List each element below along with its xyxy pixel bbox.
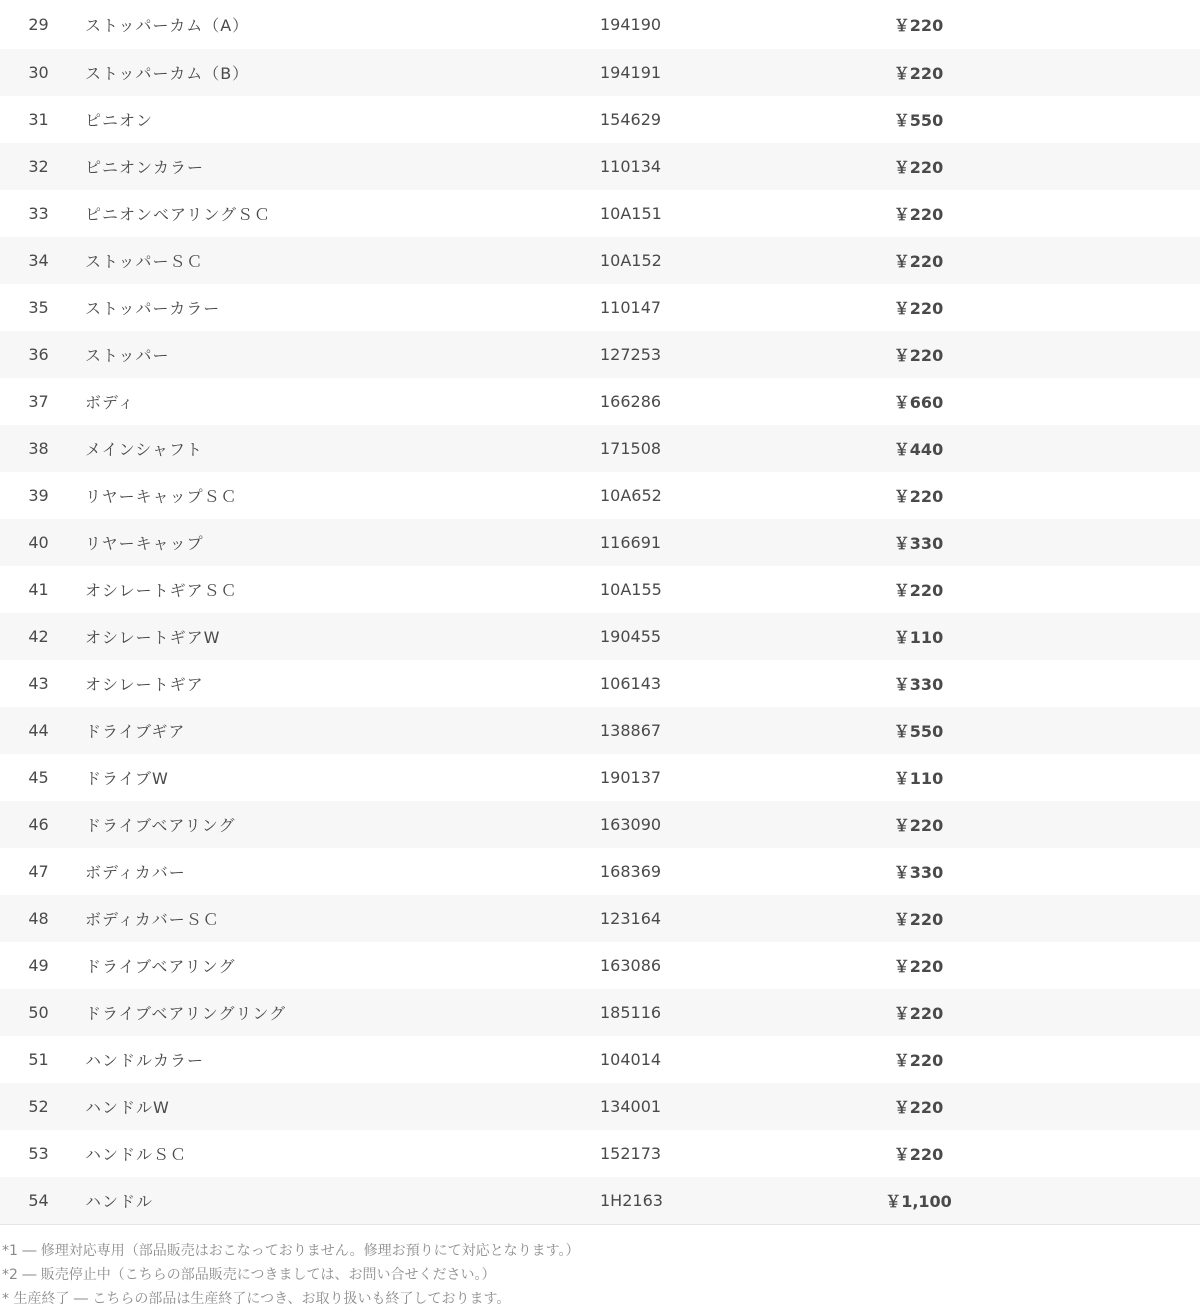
part-price-cell: ￥1,100 <box>840 1177 997 1224</box>
table-row <box>0 848 1200 895</box>
part-name-cell: ストッパーＳＣ <box>85 252 204 271</box>
part-price-cell: ￥550 <box>893 111 944 130</box>
part-number-cell: 53 <box>28 1144 49 1163</box>
part-number-cell: 30 <box>28 63 49 82</box>
table-row <box>0 378 1200 425</box>
part-name-cell: ストッパーカム（A） <box>85 16 250 35</box>
part-name-cell: ストッパー <box>85 346 170 365</box>
table-row <box>0 1036 1200 1083</box>
spacer-cell <box>997 49 1200 96</box>
part-name-cell: ボディカバーＳＣ <box>85 910 220 929</box>
part-name-cell: ハンドルW <box>85 1098 170 1117</box>
part-price-cell: ￥330 <box>893 675 944 694</box>
table-row <box>0 660 1200 707</box>
part-number-cell: 42 <box>28 627 49 646</box>
part-name-cell: ドライブW <box>85 769 169 788</box>
table-row <box>0 190 1200 237</box>
part-code-cell: 10A652 <box>600 486 662 505</box>
part-code-cell: 104014 <box>600 1050 662 1069</box>
part-name-cell: リヤーキャップ <box>85 534 204 553</box>
spacer-cell <box>997 96 1200 143</box>
table-row <box>0 1130 1200 1177</box>
footnotes <box>0 1225 1200 1311</box>
part-code-cell: 110134 <box>600 157 662 176</box>
spacer-cell <box>997 1083 1200 1130</box>
part-price-cell: ￥220 <box>893 816 944 835</box>
spacer-cell <box>997 425 1200 472</box>
part-price-cell: ￥220 <box>893 16 944 35</box>
spacer-cell <box>997 942 1200 989</box>
part-price-cell: ￥220 <box>893 252 944 271</box>
part-number-cell: 38 <box>28 439 49 458</box>
part-number-cell: 39 <box>28 486 49 505</box>
spacer-cell <box>997 237 1200 284</box>
part-name-cell: オシレートギア <box>85 675 204 694</box>
part-name-cell: ピニオン <box>85 111 154 130</box>
part-number-cell: 44 <box>28 721 49 740</box>
part-number-cell: 34 <box>28 251 49 270</box>
spacer-cell <box>997 1130 1200 1177</box>
table-row <box>0 942 1200 989</box>
part-name-cell: ドライブベアリングリング <box>85 1004 287 1023</box>
part-code-cell: 185116 <box>600 1003 662 1022</box>
part-price-cell: ￥330 <box>893 534 944 553</box>
part-name-cell: リヤーキャップＳＣ <box>85 487 238 506</box>
part-number-cell: 50 <box>28 1003 49 1022</box>
part-price-cell: ￥220 <box>893 205 944 224</box>
part-name-cell: ストッパーカラー <box>85 299 221 318</box>
part-number-cell: 29 <box>28 15 49 34</box>
table-row <box>0 143 1200 190</box>
table-row <box>0 613 1200 660</box>
part-name-cell: ボディカバー <box>85 863 186 882</box>
spacer-cell <box>997 284 1200 331</box>
part-price-cell: ￥110 <box>893 769 944 788</box>
part-code-cell: 152173 <box>600 1144 662 1163</box>
part-number-cell: 49 <box>28 956 49 975</box>
part-code-cell: 1H2163 <box>600 1177 840 1224</box>
part-name-cell: オシレートギアＳＣ <box>85 581 238 600</box>
part-number-cell: 52 <box>28 1097 49 1116</box>
table-row <box>0 425 1200 472</box>
part-number-cell: 54 <box>0 1177 77 1224</box>
part-number-cell: 36 <box>28 345 49 364</box>
table-row <box>0 284 1200 331</box>
spacer-cell <box>997 331 1200 378</box>
spacer-cell <box>997 754 1200 801</box>
part-name-cell: ドライブベアリング <box>85 957 236 976</box>
table-row <box>0 754 1200 801</box>
spacer-cell <box>997 190 1200 237</box>
footnote: * 生産終了 ― こちらの部品は生産終了につき、お取り扱いも終了しております。 <box>2 1290 511 1307</box>
part-number-cell: 37 <box>28 392 49 411</box>
part-price-cell: ￥220 <box>893 487 944 506</box>
part-code-cell: 163090 <box>600 815 662 834</box>
part-number-cell: 48 <box>28 909 49 928</box>
part-code-cell: 127253 <box>600 345 662 364</box>
spacer-cell <box>997 143 1200 190</box>
table-row <box>0 895 1200 942</box>
spacer-cell <box>997 989 1200 1036</box>
spacer-cell <box>997 660 1200 707</box>
part-name-cell: ハンドルＳＣ <box>85 1145 188 1164</box>
part-code-cell: 116691 <box>600 533 662 552</box>
part-code-cell: 163086 <box>600 956 662 975</box>
table-row <box>0 331 1200 378</box>
part-name-cell: ピニオンカラー <box>85 158 205 177</box>
table-row <box>0 707 1200 754</box>
part-price-cell: ￥220 <box>893 1098 944 1117</box>
part-number-cell: 31 <box>28 110 49 129</box>
part-price-cell: ￥220 <box>893 64 944 83</box>
part-code-cell: 106143 <box>600 674 662 693</box>
part-price-cell: ￥440 <box>893 440 944 459</box>
part-code-cell: 110147 <box>600 298 662 317</box>
part-price-cell: ￥220 <box>893 158 944 177</box>
part-price-cell: ￥220 <box>893 1145 944 1164</box>
spacer-cell <box>997 1177 1200 1224</box>
part-number-cell: 47 <box>28 862 49 881</box>
part-price-cell: ￥220 <box>893 1051 944 1070</box>
part-code-cell: 123164 <box>600 909 662 928</box>
table-row <box>0 989 1200 1036</box>
spacer-cell <box>997 801 1200 848</box>
part-code-cell: 134001 <box>600 1097 662 1116</box>
part-code-cell: 10A151 <box>600 204 662 223</box>
part-name-cell: メインシャフト <box>85 440 203 459</box>
part-number-cell: 35 <box>28 298 49 317</box>
part-number-cell: 43 <box>28 674 49 693</box>
part-code-cell: 10A155 <box>600 580 662 599</box>
part-price-cell: ￥220 <box>893 346 944 365</box>
table-row <box>0 472 1200 519</box>
part-number-cell: 51 <box>28 1050 49 1069</box>
table-row <box>0 0 1200 49</box>
part-code-cell: 194191 <box>600 63 662 82</box>
spacer-cell <box>997 566 1200 613</box>
part-price-cell: ￥220 <box>893 581 944 600</box>
part-name-cell: ピニオンベアリングＳＣ <box>85 205 272 224</box>
part-price-cell: ￥550 <box>893 722 944 741</box>
part-code-cell: 190455 <box>600 627 662 646</box>
spacer-cell <box>997 1036 1200 1083</box>
part-code-cell: 190137 <box>600 768 662 787</box>
table-row <box>0 237 1200 284</box>
table-row <box>0 801 1200 848</box>
spacer-cell <box>997 895 1200 942</box>
part-price-cell: ￥220 <box>893 299 944 318</box>
part-code-cell: 166286 <box>600 392 662 411</box>
part-number-cell: 45 <box>28 768 49 787</box>
part-name-cell: ボディ <box>85 393 135 412</box>
part-number-cell: 32 <box>28 157 49 176</box>
part-code-cell: 168369 <box>600 862 662 881</box>
part-name-cell: ドライブベアリング <box>85 816 236 835</box>
table-row <box>0 1083 1200 1130</box>
spacer-cell <box>997 472 1200 519</box>
spacer-cell <box>997 0 1200 49</box>
part-code-cell: 154629 <box>600 110 662 129</box>
spacer-cell <box>997 613 1200 660</box>
part-name-cell: ストッパーカム（B） <box>85 64 250 83</box>
part-name-cell: ドライブギア <box>85 722 186 741</box>
footnote: *1 ― 修理対応専用（部品販売はおこなっておりません。修理お預りにて対応となります。） <box>2 1242 580 1259</box>
part-number-cell: 33 <box>28 204 49 223</box>
spacer-cell <box>997 519 1200 566</box>
part-price-cell: ￥330 <box>893 863 944 882</box>
part-price-cell: ￥660 <box>893 393 944 412</box>
table-row <box>0 96 1200 143</box>
part-code-cell: 10A152 <box>600 251 662 270</box>
footnote: *2 ― 販売停止中（こちらの部品販売につきましては、お問い合せください。） <box>2 1266 496 1283</box>
part-price-cell: ￥220 <box>893 910 944 929</box>
table-row <box>0 49 1200 96</box>
part-name-cell: ハンドルカラー <box>85 1051 205 1070</box>
part-number-cell: 40 <box>28 533 49 552</box>
part-name-cell: オシレートギアW <box>85 628 221 647</box>
part-code-cell: 171508 <box>600 439 662 458</box>
part-number-cell: 46 <box>28 815 49 834</box>
table-row <box>0 1177 1200 1224</box>
part-code-cell: 138867 <box>600 721 662 740</box>
part-price-cell: ￥220 <box>893 1004 944 1023</box>
table-row <box>0 566 1200 613</box>
part-code-cell: 194190 <box>600 15 662 34</box>
part-price-cell: ￥220 <box>893 957 944 976</box>
part-name-cell: ハンドル <box>77 1177 600 1224</box>
spacer-cell <box>997 848 1200 895</box>
table-row <box>0 519 1200 566</box>
part-price-cell: ￥110 <box>893 628 944 647</box>
part-number-cell: 41 <box>28 580 49 599</box>
spacer-cell <box>997 378 1200 425</box>
spacer-cell <box>997 707 1200 754</box>
